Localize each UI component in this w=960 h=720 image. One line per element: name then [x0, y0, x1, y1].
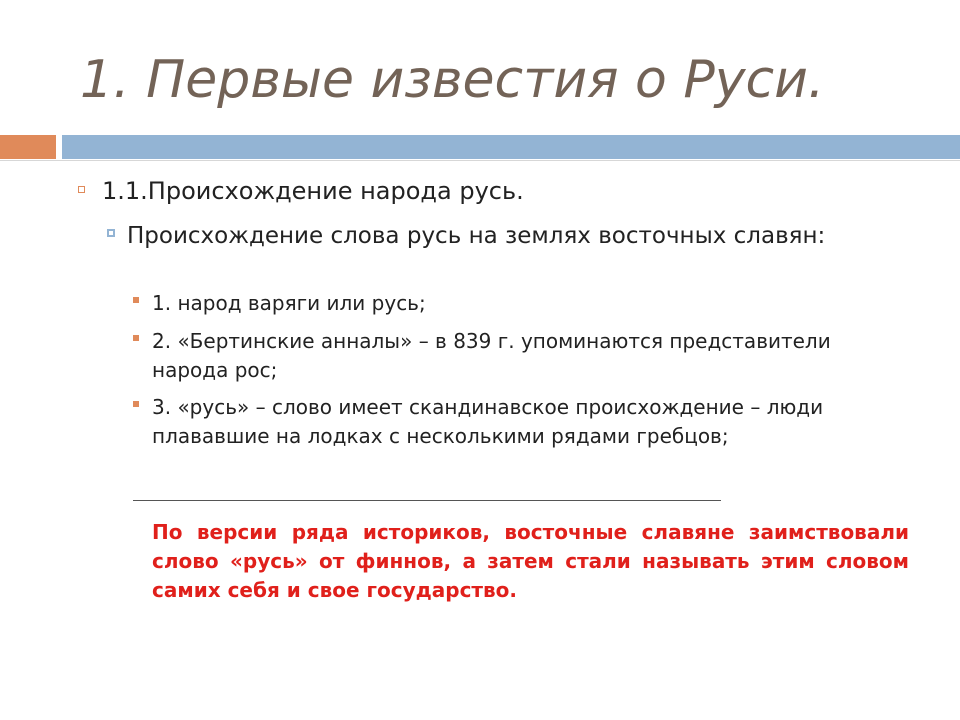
list-item-2: 2. «Бертинские анналы» – в 839 г. упоминаются представители народа рос;: [152, 329, 831, 382]
slide-title: 1. Первые известия о Руси.: [80, 50, 825, 110]
separator-line: [133, 500, 721, 501]
bullet-item-3-icon: [133, 401, 139, 407]
bullet-item-1-icon: [133, 297, 139, 303]
list-item-1: 1. народ варяги или русь;: [152, 291, 426, 315]
bullet-level2-icon: [107, 229, 115, 237]
title-bar-underline: [0, 160, 960, 161]
heading-level2: Происхождение слова русь на землях восточных славян:: [127, 223, 826, 249]
title-bar-accent: [0, 135, 56, 159]
heading-level1: 1.1.Происхождение народа русь.: [102, 177, 524, 205]
title-bar-main: [62, 135, 960, 159]
bullet-level1-icon: [78, 186, 85, 193]
red-note: По версии ряда историков, восточные славяне заимствовали слово «русь» от финнов, а затем стали называть этим словом самих себя и свое государство.: [152, 520, 909, 602]
list-item-3: 3. «русь» – слово имеет скандинавское происхождение – люди плававшие на лодках с несколькими рядами гребцов;: [152, 395, 824, 448]
bullet-item-2-icon: [133, 335, 139, 341]
